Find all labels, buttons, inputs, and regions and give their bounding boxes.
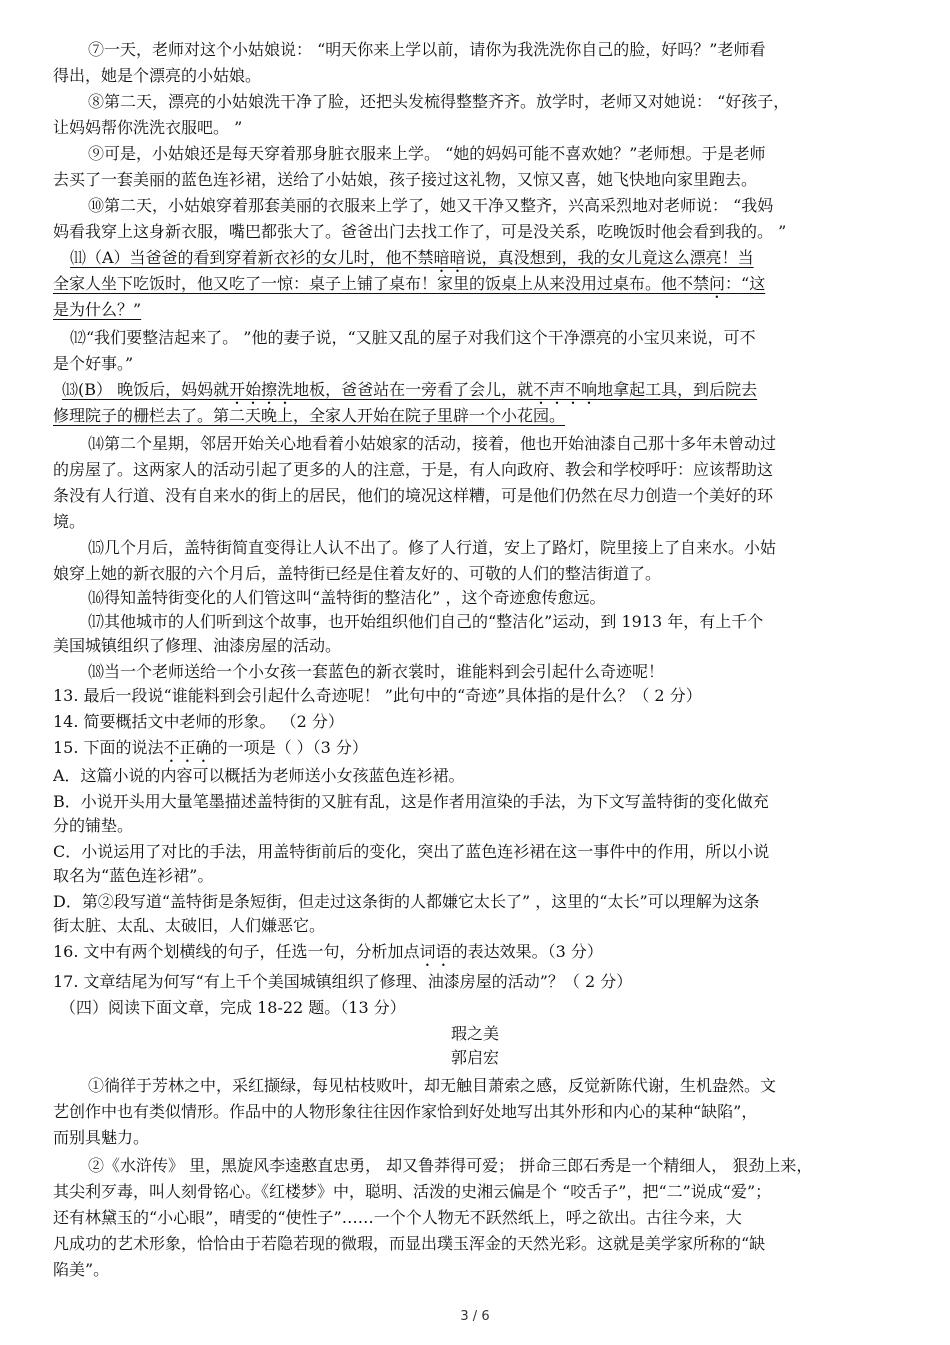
article-author: 郭启宏 <box>450 1048 499 1067</box>
question-15-text-b: 的一项是（ ）（3 分） <box>211 738 368 757</box>
paragraph-8-line-2: 让妈妈帮你洗洗衣服吧。 ” <box>53 118 243 137</box>
question-14: 14. 简要概括文中老师的形象。 （2 分） <box>53 712 344 731</box>
paragraph-11-text-c: 全家人坐下吃饭时，他又吃了一惊：桌子上铺了桌布！家里的饭桌上从来没用过桌布。他不禁 <box>53 274 710 293</box>
option-a: A．这篇小说的内容可以概括为老师送小女孩蓝色连衫裙。 <box>53 766 465 785</box>
paragraph-15-line-1: ⒂几个月后，盖特街简直变得让人认不出了。修了人行道，安上了路灯，院里接上了自来水。小姑 <box>88 538 777 557</box>
option-c-line-1: C．小说运用了对比的手法，用盖特街前后的变化，突出了蓝色连衫裙在这一事件中的作用，所以小说 <box>53 842 770 861</box>
paragraph-13-text-a: ⒀(B） 晚饭后，妈妈就 <box>62 380 230 399</box>
question-15 <box>53 736 913 766</box>
paragraph-17-line-2: 美国城镇组织了修理、油漆房屋的活动。 <box>53 636 342 655</box>
question-15-text-a: 15. 下面的说法 <box>53 738 164 757</box>
paragraph-13-text-b: 地板，爸爸站在一旁看了会儿，就 <box>293 380 534 399</box>
paragraph-15-line-2: 娘穿上她的新衣服的六个月后，盖特街已经是住着友好的、可敬的人们的整洁街道了。 <box>53 564 662 583</box>
section-4-heading: （四）阅读下面文章，完成 18-22 题。（13 分） <box>60 998 406 1017</box>
dotted-word-kaishi: 开始擦洗 <box>229 380 294 399</box>
article-paragraph-2-line-5: 陷美”。 <box>53 1260 110 1279</box>
paragraph-12-line-2: 是个好事。” <box>53 354 134 373</box>
option-d-line-1: D．第②段写道“盖特街是条短街，但走过这条街的人都嫌它太长了” ，这里的“太长”可以理解为这条 <box>53 892 760 911</box>
question-16-text-b: 的表达效果。（3 分） <box>451 942 603 961</box>
paragraph-17-line-1: ⒄其他城市的人们听到这个故事，也开始组织他们自己的“整洁化”运动，到 1913 年，有上千个 <box>88 612 764 631</box>
paragraph-14-line-4: 境。 <box>53 512 86 531</box>
dotted-word-bushengbuxiang: 不声不响 <box>533 380 598 399</box>
paragraph-10-line-2: 妈看我穿上这身新衣服，嘴巴都张大了。爸爸出门去找工作了，可是没关系，吃晚饭时他会看到我的。 ” <box>53 222 787 241</box>
paragraph-11-text-b: 说，真没想到，我的女儿竟这么漂亮！当 <box>465 248 754 267</box>
paragraph-13-text-c: 地拿起工具，到后院去 <box>597 380 758 399</box>
dotted-word-buzhengque: 不正确 <box>163 738 212 757</box>
question-16 <box>53 940 913 970</box>
paragraph-11-text-a: ⑾（A）当爸爸的看到穿着新衣衫的女儿时，他不禁 <box>70 248 434 267</box>
paragraph-12-line-1: ⑿“我们要整洁起来了。 ”他的妻子说，“又脏又乱的屋子对我们这个干净漂亮的小宝贝来说，可不 <box>70 328 756 347</box>
question-17: 17. 文章结尾为何写“有上千个美国城镇组织了修理、油漆房屋的活动”？（ 2 分） <box>53 972 633 991</box>
article-paragraph-2-line-2: 其尖利歹毒，叫人刻骨铭心。《红楼梦》中，聪明、活泼的史湘云偏是个 “咬舌子”，把“二”说成“爱”； <box>53 1182 772 1201</box>
article-paragraph-1-line-2: 艺创作中也有类似情形。作品中的人物形象往往因作家恰到好处地写出其外形和内心的某种“缺陷”， <box>53 1102 758 1121</box>
paragraph-7-line-2: 得出，她是个漂亮的小姑娘。 <box>53 66 262 85</box>
paragraph-10-line-1: ⑩第二天，小姑娘穿着那套美丽的衣服来上学了，她又干净又整齐，兴高采烈地对老师说： “我妈 <box>88 196 774 215</box>
paragraph-14-line-1: ⒁第二个星期，邻居开始关心地看着小姑娘家的活动，接着，他也开始油漆自己那十多年未曾动过 <box>88 434 777 453</box>
paragraph-9-line-2: 去买了一套美丽的蓝色连衫裙，送给了小姑娘，孩子接过这礼物，又惊又喜，她飞快地向家里跑去。 <box>53 170 758 189</box>
option-d-line-2: 街太脏、太乱、太破旧，人们嫌恶它。 <box>53 916 326 935</box>
dotted-word-anan: 暗暗 <box>433 248 466 267</box>
paragraph-8-line-1: ⑧第二天，漂亮的小姑娘洗干净了脸，还把头发梳得整整齐齐。放学时，老师又对她说： “好孩子， <box>88 92 790 111</box>
option-b-line-1: B．小说开头用大量笔墨描述盖特街的又脏有乱，这是作者用渲染的手法，为下文写盖特街的变化做充 <box>53 792 769 811</box>
article-paragraph-2-line-1: ②《水浒传》 里，黑旋风李逵憨直忠勇， 却又鲁莽得可爱； 拼命三郎石秀是一个精细人， 狠劲上来， <box>88 1156 813 1175</box>
paragraph-9-line-1: ⑨可是，小姑娘还是每天穿着那身脏衣服来上学。 “她的妈妈可能不喜欢她？”老师想。于是老师 <box>88 144 766 163</box>
paragraph-7-line-1: ⑦一天，老师对这个小姑娘说： “明天你来上学以前，请你为我洗洗你自己的脸，好吗？”老师看 <box>88 40 766 59</box>
dotted-word-wen: 问 <box>709 274 726 293</box>
article-paragraph-2-line-4: 凡成功的艺术形象，恰恰由于若隐若现的微瑕，而显出璞玉浑金的天然光彩。这就是美学家所称的“缺 <box>53 1234 766 1253</box>
paragraph-11-text-d: ：“这 <box>725 274 766 293</box>
question-13: 13. 最后一段说“谁能料到会引起什么奇迹呢！ ”此句中的“奇迹”具体指的是什么？（ 2 分） <box>53 686 702 705</box>
article-title: 瑕之美 <box>450 1024 499 1043</box>
option-b-line-2: 分的铺垫。 <box>53 816 134 835</box>
paragraph-11-line-3: 是为什么？” <box>53 300 142 319</box>
paragraph-14-line-2: 的房屋了。这两家人的活动引起了更多的人的注意，于是，有人向政府、教会和学校呼吁：应该帮助这 <box>53 460 774 479</box>
paragraph-16-line-1: ⒃得知盖特街变化的人们管这叫“盖特街的整洁化” ，这个奇迹愈传愈远。 <box>88 588 606 607</box>
article-paragraph-1-line-1: ①徜徉于芳林之中，采红撷绿，每见枯枝败叶，却无触目萧索之感，反觉新陈代谢，生机盎然。文 <box>88 1076 777 1095</box>
paragraph-18-line-1: ⒅当一个老师送给一个小女孩一套蓝色的新衣裳时，谁能料到会引起什么奇迹呢！ <box>88 662 665 681</box>
question-16-text-a: 16. 文中有两个划横线的句子，任选一句，分析加点 <box>53 942 420 961</box>
article-paragraph-2-line-3: 还有林黛玉的“小心眼”，晴雯的“使性子”……一个个人物无不跃然纸上，呼之欲出。古往今来，大 <box>53 1208 742 1227</box>
article-paragraph-1-line-3: 而别具魅力。 <box>53 1128 150 1147</box>
option-c-line-2: 取名为“蓝色连衫裙”。 <box>53 866 214 885</box>
paragraph-14-line-3: 条没有人行道、没有自来水的街上的居民，他们的境况这样糟，可是他们仍然在尽力创造一个美好的环 <box>53 486 774 505</box>
paragraph-13-line-2: 修理院子的栅栏去了。第二天晚上，全家人开始在院子里辟一个小花园。 <box>53 406 566 425</box>
page-number: 3 / 6 <box>460 1309 490 1324</box>
dotted-word-ciyu: 词语 <box>419 942 452 961</box>
